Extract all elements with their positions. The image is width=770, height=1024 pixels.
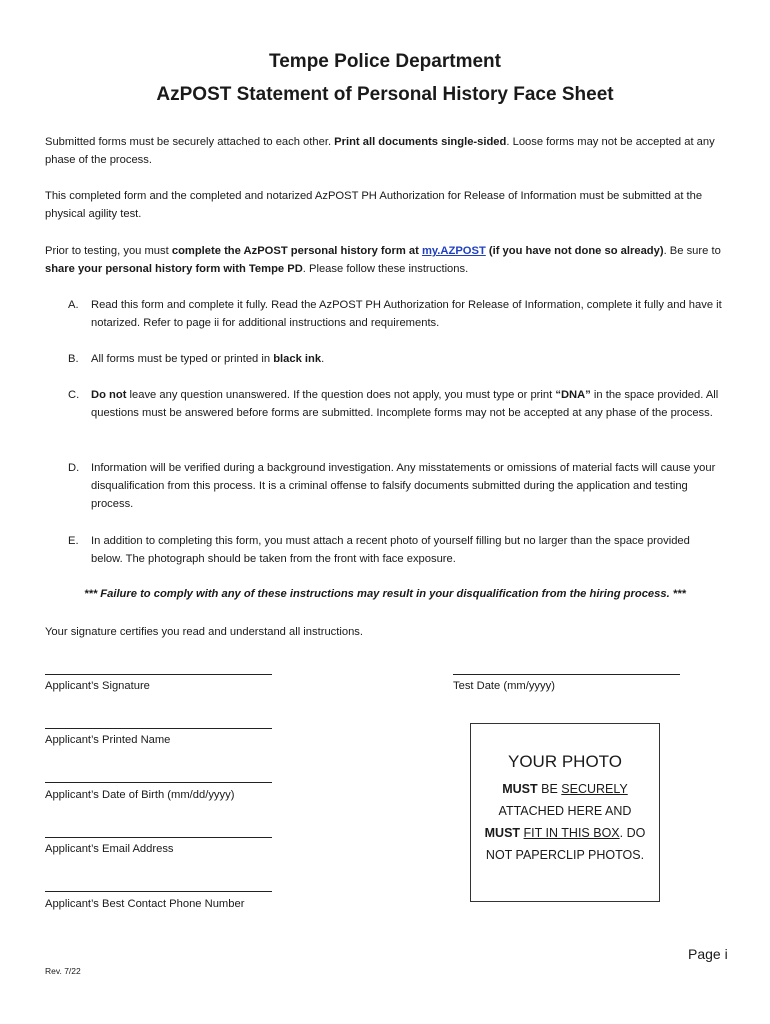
printed-name-label: Applicant’s Printed Name (45, 734, 171, 746)
printed-name-line[interactable] (45, 728, 272, 729)
paragraph-prior-testing: Prior to testing, you must complete the AzPOST personal history form at my.AZPOST (if you have not done so already). Be sure to share your personal history form with Tempe PD. Please follow these instructions. (45, 245, 721, 275)
phone-label: Applicant’s Best Contact Phone Number (45, 898, 245, 910)
page-title: Tempe Police Department (269, 51, 501, 72)
signature-label: Applicant’s Signature (45, 680, 150, 692)
paragraph-submit-forms: This completed form and the completed and notarized AzPOST PH Authorization for Release of Information must be submitted at the physical agility test. (45, 190, 703, 220)
phone-line[interactable] (45, 891, 272, 892)
certify-statement: Your signature certifies you read and understand all instructions. (45, 626, 363, 638)
email-line[interactable] (45, 837, 272, 838)
dob-label: Applicant’s Date of Birth (mm/dd/yyyy) (45, 789, 235, 801)
photo-box-title: YOUR PHOTO (508, 752, 622, 771)
revision-label: Rev. 7/22 (45, 966, 81, 976)
page-subtitle: AzPOST Statement of Personal History Face Sheet (156, 84, 614, 105)
azpost-link[interactable]: my.AZPOST (421, 245, 486, 257)
email-label: Applicant’s Email Address (45, 843, 174, 855)
photo-box (470, 723, 660, 902)
photo-box-instructions: MUST BE SECURELY ATTACHED HERE AND MUST FIT IN THIS BOX. DO NOT PAPERCLIP PHOTOS. (484, 782, 646, 862)
test-date-label: Test Date (mm/yyyy) (453, 680, 555, 692)
paragraph-attach-forms: Submitted forms must be securely attached to each other. Print all documents single-sided. Loose forms may not be accepted at any phase of the process. (45, 136, 715, 166)
test-date-line[interactable] (453, 674, 680, 675)
signature-line[interactable] (45, 674, 272, 675)
document-page: Tempe Police Department AzPOST Statement of Personal History Face Sheet Submitted forms must be securely attached to each other. Print all documents single-sided. Loose forms may not be accepted at any phase of the process. This completed form and the completed and notarized AzPOST PH Authorization for Release of Information must be submitted at the physical agility test. Prior to testing, you must complete the AzPOST personal history form at my.AZPOST (if you have not done so already). Be sure to share your personal history form with Tempe PD. Please follow these instructions. A. Read this form and complete it fully. Read the AzPOST PH Authorization for Release of Information, complete it fully and have it notarized. Refer to page ii for additional instructions and requirements. B. All forms must be typed or printed in black ink. C. Do not leave any question unanswered. If the question does not apply, you must type or print “DNA” in the space provided. All questions must be answered before forms are submitted. Incomplete forms may not be accepted at any phase of the process. D. Information will be verified during a background investigation. Any misstatements or omissions of material facts will cause your disqualification from this process. It is a criminal offense to falsify documents submitted during the application and testing process. E. In addition to completing this form, you must attach a recent photo of yourself filling but no larger than the space provided below. The photograph should be taken from the front with face exposure. *** Failure to comply with any of these instructions may result in your disqualification from the hiring process. *** Your signature certifies you read and understand all instructions. Applicant’s Signature Test Date (mm/yyyy) Applicant’s Printed Name Applicant’s Date of Birth (mm/dd/yyyy) Applicant’s Email Address Applicant’s Best Contact Phone Number YOUR PHOTO MUST BE SECURELY ATTACHED HERE AND MUST FIT IN THIS BOX. DO NOT PAPERCLIP PHOTOS. Page i Rev. 7/22 (0, 0, 770, 1024)
page-number: Page i (688, 946, 728, 962)
dob-line[interactable] (45, 782, 272, 783)
disqualification-warning: *** Failure to comply with any of these instructions may result in your disqualification from the hiring process. *** (84, 588, 686, 600)
